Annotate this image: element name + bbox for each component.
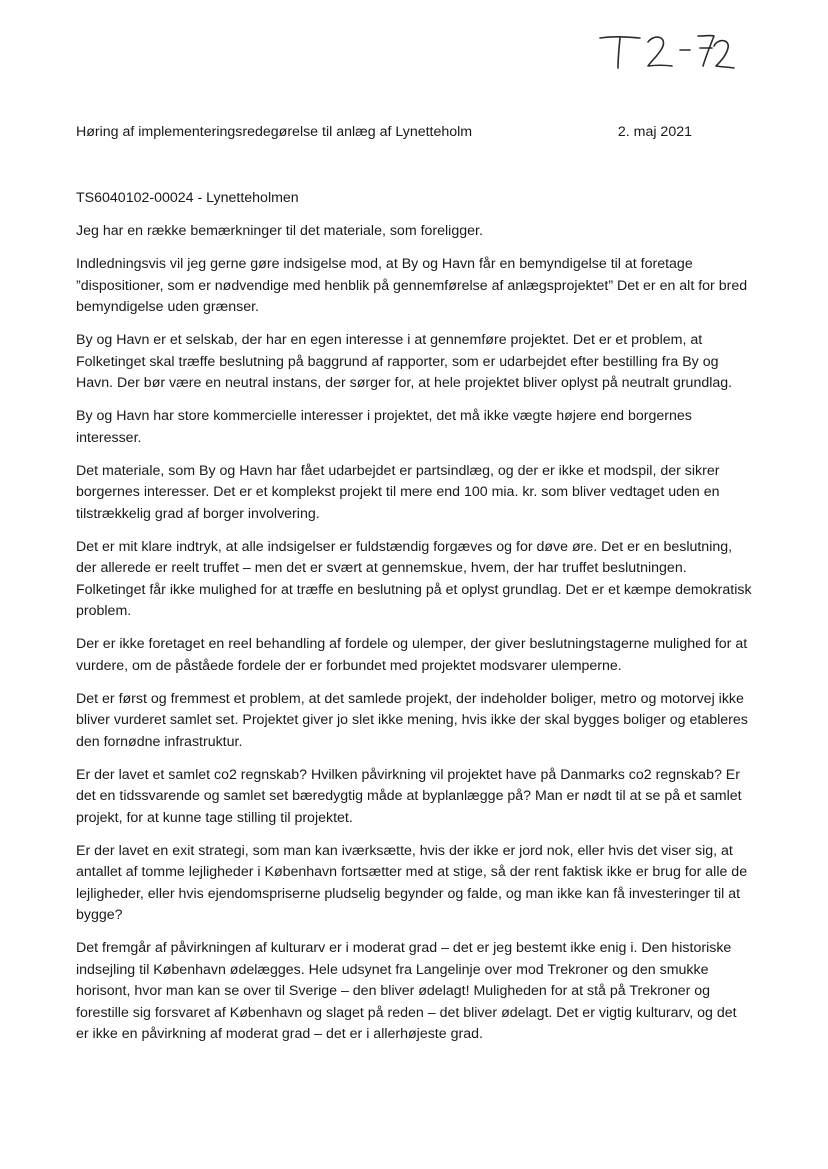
paragraph: By og Havn har store kommercielle interesser i projektet, det må ikke vægte højere end borgernes interesser.	[76, 408, 692, 446]
paragraph: Jeg har en række bemærkninger til det materiale, som foreligger.	[76, 223, 483, 239]
letter-body	[76, 188, 752, 1057]
case-reference: TS6040102-00024 - Lynetteholmen	[76, 190, 299, 206]
paragraph: Er der lavet et samlet co2 regnskab? Hvilken påvirkning vil projektet have på Danmarks co2 regnskab? Er det en tidssvarende og samlet set bæredygtig måde at byplanlægge på? Man er nødt til at se på et samlet projekt, for at kunne tage stilling til projektet.	[76, 766, 742, 826]
letter-subject: Høring af implementeringsredegørelse til anlæg af Lynetteholm	[76, 124, 473, 140]
paragraph: Det materiale, som By og Havn har fået udarbejdet er partsindlæg, og der er ikke et modspil, der sikrer borgernes interesser. Det er et komplekst projekt til mere end 100 mia. kr. som bliver vedtaget uden en tilstrækkelig grad af borger involvering.	[76, 462, 720, 522]
paragraph: Indledningsvis vil jeg gerne gøre indsigelse mod, at By og Havn får en bemyndigelse til at foretage ”dispositioner, som er nødvendige med henblik på gennemførelse af anlægsprojektet” Det er en alt for bred bemyndigelse uden grænser.	[76, 256, 748, 315]
paragraph: By og Havn er et selskab, der har en egen interesse i at gennemføre projektet. Det er et problem, at Folketinget skal træffe beslutning på baggrund af rapporter, som er udarbejdet efter bestilling fra By og Havn. Der bør være en neutral instans, der sørger for, at hele projektet bliver oplyst på neutralt grundlag.	[76, 332, 733, 391]
paragraph: Er der lavet en exit strategi, som man kan iværksætte, hvis der ikke er jord nok, eller hvis det viser sig, at antallet af tomme lejligheder i København fortsætter med at stige, så der rent faktisk ikke er brug for alle de lejligheder, eller hvis ejendomspriserne pludselig begynder og falde, og man ikke kan få investeringer til at bygge?	[76, 842, 748, 923]
handwritten-annotation	[596, 26, 736, 74]
handwritten-mark-t2-72	[596, 26, 736, 74]
paragraph: Der er ikke foretaget en reel behandling af fordele og ulemper, der giver beslutningstagerne mulighed for at vurdere, om de påståede fordele der er forbundet med projektet modsvarer ulemperne.	[76, 636, 748, 674]
paragraph: Det fremgår af påvirkningen af kulturarv er i moderat grad – det er jeg bestemt ikke enig i. Den historiske indsejling til København ødelægges. Hele udsynet fra Langelinje over mod Trekroner og den smukke horisont, hvor man kan se over til Sverige – den bliver ødelagt! Muligheden for at stå på Trekroner og forestille sig forsvaret af København og slaget på reden – det bliver ødelagt. Det er vigtig kulturarv, og det er ikke en påvirkning af moderat grad – det er i allerhøjeste grad.	[76, 940, 737, 1042]
letter-date: 2. maj 2021	[617, 124, 692, 140]
paragraph: Det er først og fremmest et problem, at det samlede projekt, der indeholder boliger, metro og motorvej ikke bliver vurderet samlet set. Projektet giver jo slet ikke mening, hvis ikke der skal bygges boliger og etableres den fornødne infrastruktur.	[76, 690, 748, 750]
paragraph: Det er mit klare indtryk, at alle indsigelser er fuldstændig forgæves og for døve øre. Det er en beslutning, der allerede er reelt truffet – men det er svært at gennemskue, hvem, der har truffet beslutningen. Folketinget får ikke mulighed for at træffe en beslutning på et oplyst grundlag. Det er et kæmpe demokratisk problem.	[76, 538, 752, 619]
